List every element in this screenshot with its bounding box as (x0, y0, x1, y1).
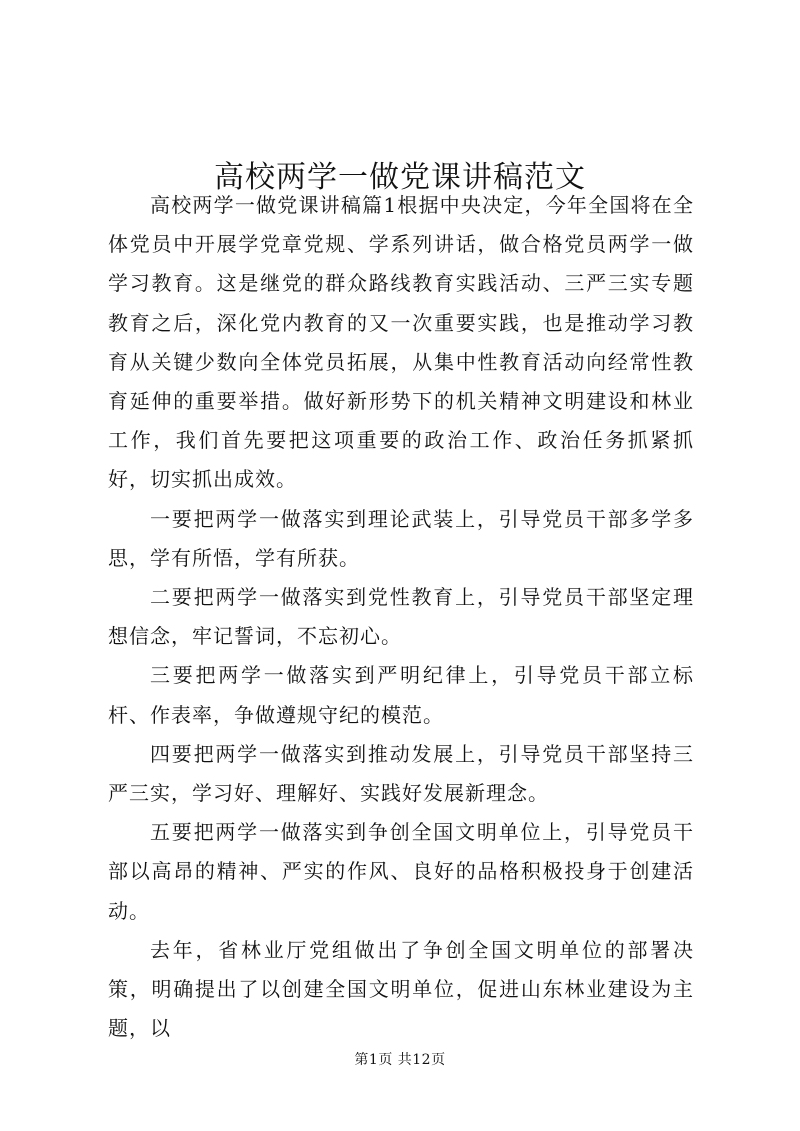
document-title: 高校两学一做党课讲稿范文 (214, 160, 586, 196)
paragraph-3: 二要把两学一做落实到党性教育上，引导党员干部坚定理想信念，牢记誓词，不忘初心。 (108, 585, 694, 649)
paragraph-1: 高校两学一做党课讲稿篇1根据中央决定，今年全国将在全体党员中开展学党章党规、学系列讲话，做合格党员两学一做学习教育。这是继党的群众路线教育实践活动、三严三实专题教育之后，深化党内教育的又一次重要实践，也是推动学习教育从关键少数向全体党员拓展，从集中性教育活动向经常性教育延伸的重要举措。做好新形势下的机关精神文明建设和林业工作，我们首先要把这项重要的政治工作、政治任务抓紧抓好，切实抓出成效。 (108, 193, 694, 492)
paragraph-7: 去年，省林业厅党组做出了争创全国文明单位的部署决策，明确提出了以创建全国文明单位，促进山东林业建设为主题，以 (108, 937, 694, 1041)
paragraph-6: 五要把两学一做落实到争创全国文明单位上，引导党员干部以高昂的精神、严实的作风、良好的品格积极投身于创建活动。 (108, 820, 694, 923)
paragraph-5: 四要把两学一做落实到推动发展上，引导党员干部坚持三严三实，学习好、理解好、实践好发展新理念。 (108, 741, 694, 806)
paragraph-4: 三要把两学一做落实到严明纪律上，引导党员干部立标杆、作表率，争做遵规守纪的模范。 (108, 663, 694, 727)
page-footer: 第1页 共12页 (354, 1052, 446, 1068)
paragraph-2: 一要把两学一做落实到理论武装上，引导党员干部多学多思，学有所悟，学有所获。 (108, 506, 694, 570)
document-body (108, 186, 694, 1048)
